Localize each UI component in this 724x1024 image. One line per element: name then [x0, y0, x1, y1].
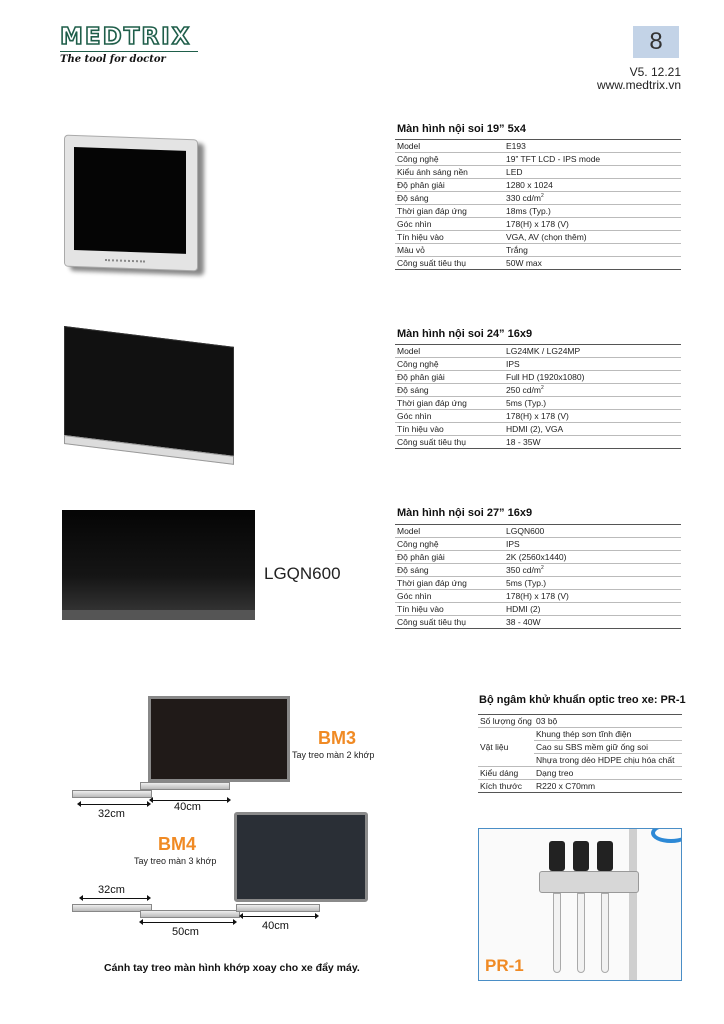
- spec-row: [395, 590, 681, 603]
- medtrix-logo: [60, 24, 200, 65]
- spec-cell: Full HD (1920x1080): [503, 371, 681, 384]
- spec-cell: Model: [395, 140, 503, 153]
- monitor-24-image: [64, 326, 234, 457]
- spec-cell: Công suất tiêu thụ: [395, 436, 503, 449]
- spec-cell: Thời gian đáp ứng: [395, 205, 503, 218]
- monitor-27-label: LGQN600: [264, 564, 341, 583]
- bm3-dim-32: 32cm: [98, 808, 125, 820]
- bm4-dim-50: 50cm: [172, 926, 199, 938]
- spec-cell: 50W max: [503, 257, 681, 270]
- spec-row: [395, 616, 681, 629]
- spec-cell: Công suất tiêu thụ: [395, 616, 503, 629]
- spec-row: [395, 153, 681, 166]
- spec-row: [395, 179, 681, 192]
- dimension-arrow: [242, 916, 316, 917]
- spec-row: [395, 577, 681, 590]
- dimension-arrow: [82, 898, 148, 899]
- spec-cell: [503, 384, 681, 397]
- spec-cell: IPS: [503, 358, 681, 371]
- spec-row: [478, 767, 682, 780]
- superscript: 2: [540, 565, 544, 572]
- spec-cell: Model: [395, 525, 503, 538]
- spec-row: [395, 345, 681, 358]
- product-title-27: Màn hình nội soi 27” 16x9: [397, 507, 533, 519]
- bm4-monitor-image: [234, 812, 368, 902]
- spec-row: [395, 525, 681, 538]
- cart-pole: [629, 829, 637, 981]
- version-text: V5. 12.21: [629, 65, 681, 79]
- spec-cell: 18ms (Typ.): [503, 205, 681, 218]
- spec-cell: Tín hiệu vào: [395, 231, 503, 244]
- spec-cell: [503, 564, 681, 577]
- dimension-arrow: [142, 922, 234, 923]
- spec-row: [395, 218, 681, 231]
- tube-cap: [573, 841, 589, 871]
- spec-cell: Công suất tiêu thụ: [395, 257, 503, 270]
- spec-cell: Cao su SBS mềm giữ ống soi: [534, 741, 682, 754]
- spec-row: [395, 358, 681, 371]
- bm4-label: BM4: [158, 834, 197, 854]
- monitor-bezel: [64, 435, 234, 465]
- spec-cell: Model: [395, 345, 503, 358]
- spec-row: [395, 140, 681, 153]
- spec-cell: Góc nhìn: [395, 218, 503, 231]
- holder-bracket: [539, 871, 639, 893]
- soak-tube: [601, 893, 609, 973]
- spec-cell: Màu vỏ: [395, 244, 503, 257]
- monitor-27-image: [62, 510, 255, 620]
- spec-row: [395, 436, 681, 449]
- spec-cell: Thời gian đáp ứng: [395, 397, 503, 410]
- spec-cell: Góc nhìn: [395, 590, 503, 603]
- bm3-label: BM3: [318, 728, 357, 748]
- spec-cell: 19” TFT LCD - IPS mode: [503, 153, 681, 166]
- tube-cap: [597, 841, 613, 871]
- pr1-photo: [478, 828, 682, 981]
- spec-cell: VGA, AV (chọn thêm): [503, 231, 681, 244]
- spec-cell: 5ms (Typ.): [503, 577, 681, 590]
- arm-caption: Cánh tay treo màn hình khớp xoay cho xe đẩy máy.: [104, 962, 360, 974]
- spec-cell: HDMI (2), VGA: [503, 423, 681, 436]
- spec-row: [395, 603, 681, 616]
- tube-cap: [549, 841, 565, 871]
- spec-cell: Dạng treo: [534, 767, 682, 780]
- pr1-photo-label: PR-1: [485, 956, 524, 975]
- dimension-arrow: [80, 804, 148, 805]
- spec-cell: E193: [503, 140, 681, 153]
- spec-row: [478, 780, 682, 793]
- spec-cell: HDMI (2): [503, 603, 681, 616]
- spec-cell: Công nghệ: [395, 153, 503, 166]
- spec-cell: Độ phân giải: [395, 371, 503, 384]
- spec-cell: Công nghệ: [395, 538, 503, 551]
- spec-cell: 38 - 40W: [503, 616, 681, 629]
- version-block: [597, 66, 681, 92]
- spec-row: [395, 371, 681, 384]
- spec-row: [395, 551, 681, 564]
- hose-graphic: [651, 828, 682, 843]
- spec-cell: 5ms (Typ.): [503, 397, 681, 410]
- spec-cell: Khung thép sơn tĩnh điện: [534, 728, 682, 741]
- spec-cell: 18 - 35W: [503, 436, 681, 449]
- bm3-description: Tay treo màn 2 khớp: [292, 750, 375, 760]
- spec-row: [395, 397, 681, 410]
- spec-cell: Độ sáng: [395, 564, 503, 577]
- spec-cell: Độ sáng: [395, 384, 503, 397]
- bm3-dim-40: 40cm: [174, 801, 201, 813]
- spec-cell: Kiểu ánh sáng nền: [395, 166, 503, 179]
- spec-cell: 03 bộ: [534, 715, 682, 728]
- spec-row: [395, 564, 681, 577]
- spec-row: [395, 384, 681, 397]
- spec-row: [395, 192, 681, 205]
- page-number: 8: [633, 26, 679, 58]
- bm4-dim-40: 40cm: [262, 920, 289, 932]
- spec-row: [395, 538, 681, 551]
- bm3-arm-segment: [140, 782, 230, 790]
- spec-cell: Vật liệu: [478, 728, 534, 767]
- spec-cell: IPS: [503, 538, 681, 551]
- pr1-title: Bộ ngâm khử khuẩn optic treo xe: PR-1: [479, 694, 686, 706]
- spec-cell: 1280 x 1024: [503, 179, 681, 192]
- spec-value: 350 cd/m: [506, 565, 541, 575]
- spec-cell: Độ sáng: [395, 192, 503, 205]
- spec-table-27: [395, 524, 681, 629]
- spec-cell: Công nghệ: [395, 358, 503, 371]
- bm4-arm-segment: [140, 910, 240, 918]
- soak-tube: [577, 893, 585, 973]
- spec-table-24: [395, 344, 681, 449]
- spec-cell: Độ phân giải: [395, 179, 503, 192]
- monitor-screen: [74, 147, 186, 254]
- superscript: 2: [540, 385, 544, 392]
- spec-table-19: [395, 139, 681, 270]
- bm3-arm-segment: [72, 790, 152, 798]
- spec-row: [395, 257, 681, 270]
- spec-cell: Số lượng ống: [478, 715, 534, 728]
- pr1-spec-table: [478, 714, 682, 793]
- spec-cell: Trắng: [503, 244, 681, 257]
- spec-value: 250 cd/m: [506, 385, 541, 395]
- bm4-arm-segment: [236, 904, 320, 912]
- product-title-19: Màn hình nội soi 19” 5x4: [397, 123, 526, 135]
- spec-row: [395, 410, 681, 423]
- spec-row: [395, 205, 681, 218]
- monitor-19-image: [64, 135, 198, 272]
- bm4-dim-32: 32cm: [98, 884, 125, 896]
- spec-cell: Góc nhìn: [395, 410, 503, 423]
- spec-cell: R220 x C70mm: [534, 780, 682, 793]
- spec-row: [395, 423, 681, 436]
- monitor-buttons: [105, 259, 145, 262]
- spec-cell: [503, 192, 681, 205]
- spec-cell: Tín hiệu vào: [395, 603, 503, 616]
- spec-cell: Kiểu dáng: [478, 767, 534, 780]
- monitor-bezel: [62, 610, 255, 620]
- product-title-24: Màn hình nội soi 24” 16x9: [397, 328, 533, 340]
- spec-cell: Kích thước: [478, 780, 534, 793]
- spec-cell: 178(H) x 178 (V): [503, 218, 681, 231]
- bm4-description: Tay treo màn 3 khớp: [134, 856, 217, 866]
- soak-tube: [553, 893, 561, 973]
- spec-row: [478, 728, 682, 741]
- spec-cell: Thời gian đáp ứng: [395, 577, 503, 590]
- spec-cell: Tín hiệu vào: [395, 423, 503, 436]
- logo-tagline: The tool for doctor: [60, 54, 166, 65]
- spec-row: [395, 166, 681, 179]
- spec-row: [478, 715, 682, 728]
- logo-wordmark: MEDTRIX: [60, 24, 192, 50]
- spec-cell: Độ phân giải: [395, 551, 503, 564]
- spec-cell: LG24MK / LG24MP: [503, 345, 681, 358]
- superscript: 2: [540, 193, 544, 200]
- spec-row: [395, 231, 681, 244]
- spec-value: 330 cd/m: [506, 193, 541, 203]
- spec-cell: LED: [503, 166, 681, 179]
- spec-cell: LGQN600: [503, 525, 681, 538]
- logo-divider: [60, 51, 198, 52]
- spec-cell: 178(H) x 178 (V): [503, 410, 681, 423]
- spec-cell: Nhựa trong dẻo HDPE chịu hóa chất: [534, 754, 682, 767]
- spec-cell: 178(H) x 178 (V): [503, 590, 681, 603]
- spec-row: [395, 244, 681, 257]
- bm3-monitor-image: [148, 696, 290, 782]
- website-text: www.medtrix.vn: [596, 78, 681, 92]
- spec-cell: 2K (2560x1440): [503, 551, 681, 564]
